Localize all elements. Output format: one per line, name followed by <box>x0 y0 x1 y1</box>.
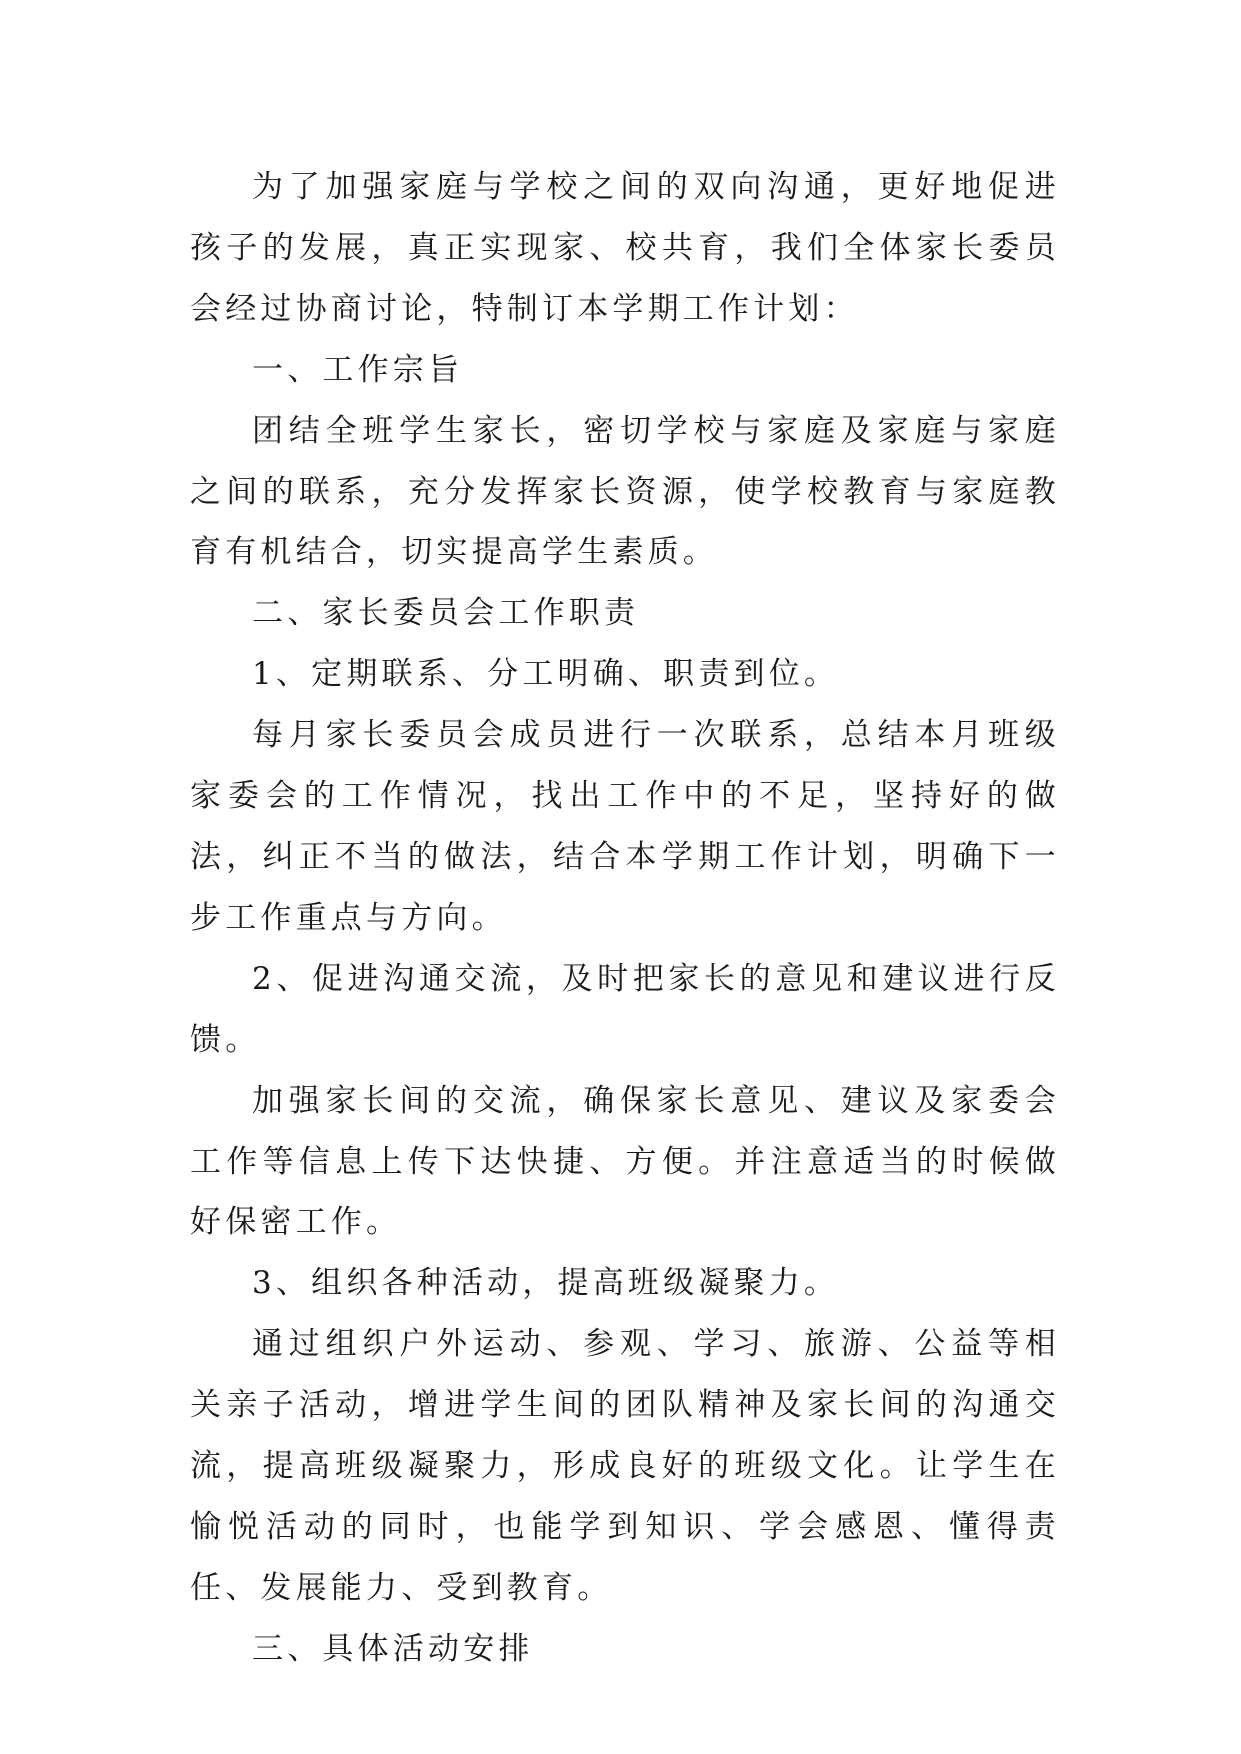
purpose-paragraph: 团结全班学生家长，密切学校与家庭及家庭与家庭之间的联系，充分发挥家长资源，使学校教育与家庭教育有机结合，切实提高学生素质。 <box>190 412 1060 571</box>
duty-item-1-paragraph: 每月家长委员会成员进行一次联系，总结本月班级家委会的工作情况，找出工作中的不足，坚持好的做法，纠正不当的做法，结合本学期工作计划，明确下一步工作重点与方向。 <box>190 717 1060 936</box>
duty-item-2-heading: 2、促进沟通交流，及时把家长的意见和建议进行反馈。 <box>190 960 1060 1058</box>
intro-paragraph: 为了加强家庭与学校之间的双向沟通，更好地促进孩子的发展，真正实现家、校共育，我们全体家长委员会经过协商讨论，特制订本学期工作计划： <box>190 169 1060 327</box>
duty-item-3-paragraph: 通过组织户外运动、参观、学习、旅游、公益等相关亲子活动，增进学生间的团队精神及家长间的沟通交流，提高班级凝聚力，形成良好的班级文化。让学生在愉悦活动的同时，也能学到知识、学会感恩、懂得责任、发展能力、受到教育。 <box>190 1326 1060 1606</box>
duty-item-2-paragraph: 加强家长间的交流，确保家长意见、建议及家委会工作等信息上传下达快捷、方便。并注意适当的时候做好保密工作。 <box>190 1082 1060 1241</box>
section-heading-duties: 二、家长委员会工作职责 <box>252 595 640 632</box>
document-body <box>190 157 1060 1680</box>
section-heading-activities: 三、具体活动安排 <box>252 1630 534 1667</box>
section-heading-purpose: 一、工作宗旨 <box>252 351 464 388</box>
duty-item-1-heading: 1、定期联系、分工明确、职责到位。 <box>252 656 840 693</box>
duty-item-3-heading: 3、组织各种活动，提高班级凝聚力。 <box>252 1265 840 1302</box>
